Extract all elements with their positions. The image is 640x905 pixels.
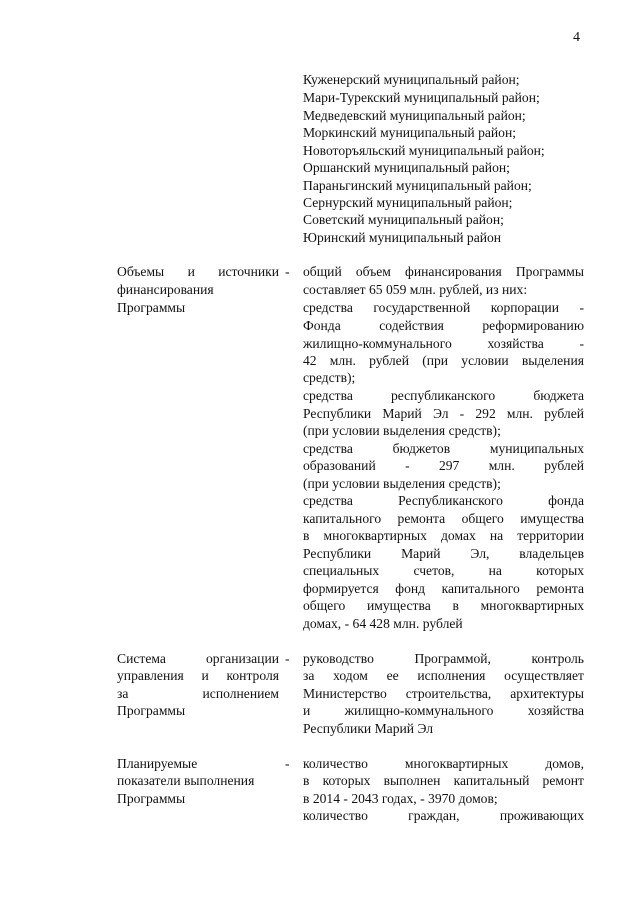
section-text-line: капитального ремонта общего имущества [303, 511, 584, 526]
district-item: Параньгинский муниципальный район; [303, 178, 532, 193]
section-text-line: Республики Марий Эл [303, 721, 434, 736]
section-text-line: 42 млн. рублей (при условии выделения [303, 353, 584, 368]
section-text-line: Министерство строительства, архитектуры [303, 686, 584, 701]
section-label-line: Планируемые [117, 756, 198, 771]
section-text-line: общего имущества в многоквартирных [303, 598, 584, 613]
section-text-line: жилищно-коммунального хозяйства - [303, 336, 584, 351]
section-text-line: в многоквартирных домах на территории [303, 528, 584, 543]
section-text-line: средства Республиканского фонда [303, 493, 584, 508]
section-text-line: средства республиканского бюджета [303, 388, 584, 403]
section-text-line: общий объем финансирования Программы [303, 264, 584, 279]
district-item: Новоторъяльский муниципальный район; [303, 143, 545, 158]
district-item: Моркинский муниципальный район; [303, 125, 517, 140]
section-text-line: специальных счетов, на которых [303, 563, 584, 578]
section-label-line: финансирования [117, 282, 214, 297]
district-item: Юринский муниципальный район [303, 230, 502, 245]
section-text-line: количество граждан, проживающих [303, 808, 584, 823]
section-text-line: средств); [303, 370, 356, 385]
section-label-line: показатели выполнения [117, 773, 255, 788]
section-label-line: Система организации [117, 651, 279, 666]
section-text-line: (при условии выделения средств); [303, 423, 501, 438]
section-text-line: формируется фонд капитального ремонта [303, 581, 584, 596]
section-text-line: средства бюджетов муниципальных [303, 441, 584, 456]
section-text-line: домах, - 64 428 млн. рублей [303, 616, 463, 631]
section-text-line: Республики Марий Эл, владельцев [303, 546, 584, 561]
section-text-line: в 2014 - 2043 годах, - 3970 домов; [303, 791, 498, 806]
section-text-line: средства государственной корпорации - [303, 300, 584, 315]
section-text-line: руководство Программой, контроль [303, 651, 584, 666]
section-label-line: Программы [117, 703, 186, 718]
section-text-line: и жилищно-коммунального хозяйства [303, 703, 584, 718]
page-number: 4 [573, 30, 580, 45]
district-item: Куженерский муниципальный район; [303, 72, 520, 87]
district-item: Оршанский муниципальный район; [303, 160, 510, 175]
district-item: Мари-Турекский муниципальный район; [303, 90, 540, 105]
section-label-line: Программы [117, 791, 186, 806]
section-dash: - [285, 756, 290, 771]
section-label-line: Программы [117, 300, 186, 315]
section-text-line: за ходом ее исполнения осуществляет [303, 668, 584, 683]
section-text-line: образований - 297 млн. рублей [303, 458, 584, 473]
section-text-line: в которых выполнен капитальный ремонт [303, 773, 584, 788]
section-label-line: Объемы и источники [117, 264, 279, 279]
section-label-line: за исполнением [117, 686, 279, 701]
section-text-line: количество многоквартирных домов, [303, 756, 584, 771]
section-text-line: Фонда содействия реформированию [303, 318, 584, 333]
section-text-line: Республики Марий Эл - 292 млн. рублей [303, 406, 584, 421]
district-item: Медведевский муниципальный район; [303, 108, 526, 123]
section-dash: - [285, 264, 290, 279]
district-item: Советский муниципальный район; [303, 212, 504, 227]
section-label-line: управления и контроля [117, 668, 279, 683]
district-item: Сернурский муниципальный район; [303, 195, 513, 210]
section-text-line: составляет 65 059 млн. рублей, из них: [303, 282, 528, 297]
section-dash: - [285, 651, 290, 666]
section-text-line: (при условии выделения средств); [303, 476, 501, 491]
